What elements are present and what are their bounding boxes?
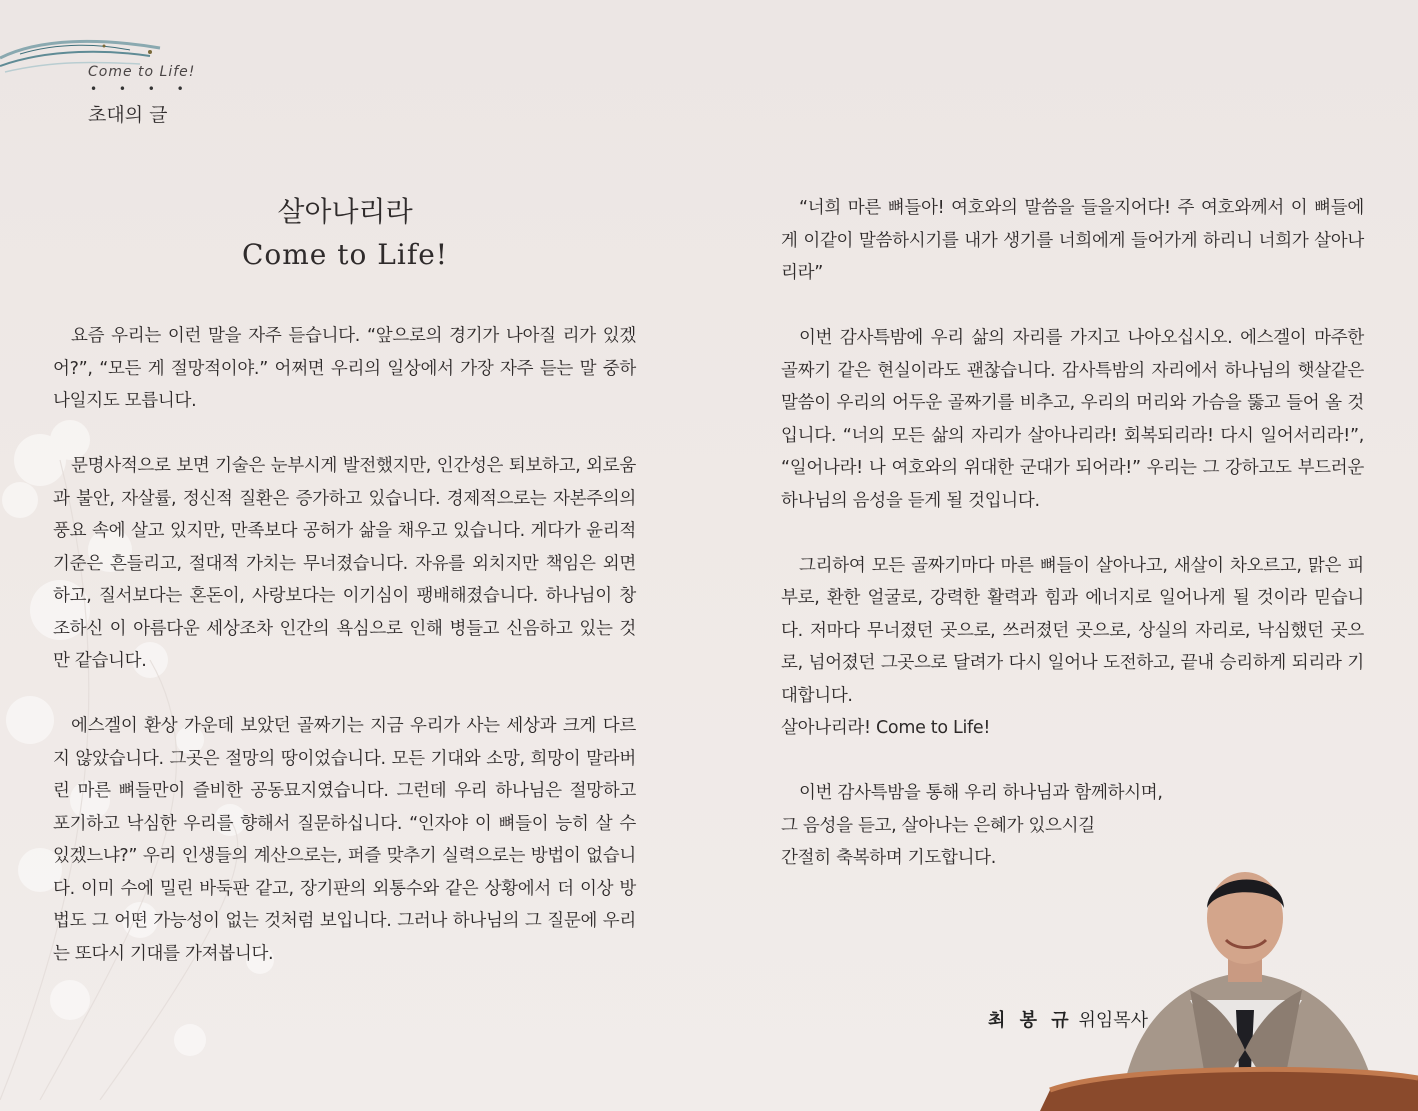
pastor-portrait-image <box>1040 850 1418 1111</box>
closing-line: 이번 감사특밤을 통해 우리 하나님과 함께하시며, <box>799 783 1163 803</box>
title-block <box>150 190 540 271</box>
closing-line: 간절히 축복하며 기도합니다. <box>781 848 997 868</box>
closing-line: 그 음성을 듣고, 살아나는 은혜가 있으시길 <box>781 815 1095 836</box>
paragraph: 문명사적으로 보면 기술은 눈부시게 발전했지만, 인간성은 퇴보하고, 외로움과 불안, 자살률, 정신적 질환은 증가하고 있습니다. 경제적으로는 자본주의의 풍요 속에 살고 있지만, 만족보다 공허가 삶을 채우고 있습니다. 게다가 윤리적 기준은 흔들리고, 절대적 가치는 무너졌습니다. 자유를 외치지만 책임은 외면하고, 질서보다는 혼돈이, 사랑보다는 이기심이 팽배해졌습니다. 하나님이 창조하신 이 아름다운 세상조차 인간의 욕심으로 인해 병들고 신음하고 있는 것만 같습니다. <box>53 456 636 671</box>
paragraph: 그리하여 모든 골짜기마다 마른 뼈들이 살아나고, 새살이 차오르고, 맑은 피부로, 환한 얼굴로, 강력한 활력과 힘과 에너지로 일어나게 될 것이라 믿습니다. 저마다 무너졌던 곳으로, 쓰러졌던 곳으로, 상실의 자리로, 낙심했던 곳으로, 넘어졌던 그곳으로 달려가 다시 일어나 도전하고, 끝내 승리하게 되리라 기대합니다. <box>781 555 1364 706</box>
logo-text: Come to Life! <box>88 64 196 80</box>
scripture-quote: “너희 마른 뼈들아! 여호와의 말씀을 들을지어다! 주 여호와께서 이 뼈들에게 이같이 말씀하시기를 내가 생기를 너희에게 들어가게 하리니 너희가 살아나리라” <box>781 198 1364 283</box>
pastor-title: 위임목사 <box>1078 1010 1148 1031</box>
page-title-english: Come to Life! <box>241 238 449 271</box>
logo-dots: • • • • <box>90 82 193 96</box>
paragraph: 이번 감사특밤에 우리 삶의 자리를 가지고 나아오십시오. 에스겔이 마주한 골짜기 같은 현실이라도 괜찮습니다. 감사특밤의 자리에서 하나님의 햇살같은 말씀이 우리의 어두운 골짜기를 비추고, 우리의 머리와 가슴을 뚫고 들어 올 것입니다. “너의 모든 삶의 자리가 살아나리라! 회복되리라! 다시 일어서리라!”, “일어나라! 나 여호와의 위대한 군대가 되어라!” 우리는 그 강하고도 부드러운 하나님의 음성을 듣게 될 것입니다. <box>781 328 1364 511</box>
pastor-name: 최 봉 규 <box>988 1010 1073 1031</box>
tagline: 살아나리라! Come to Life! <box>781 718 991 738</box>
section-label: 초대의 글 <box>88 104 168 126</box>
page-title-korean: 살아나리라 <box>277 195 413 228</box>
paragraph: 요즘 우리는 이런 말을 자주 듣습니다. “앞으로의 경기가 나아질 리가 있겠어?”, “모든 게 절망적이야.” 어쩌면 우리의 일상에서 가장 자주 듣는 말 중하나일지도 모릅니다. <box>53 326 636 411</box>
paragraph: 에스겔이 환상 가운데 보았던 골짜기는 지금 우리가 사는 세상과 크게 다르지 않았습니다. 그곳은 절망의 땅이었습니다. 모든 기대와 소망, 희망이 말라버린 마른 뼈들만이 즐비한 공동묘지였습니다. 그런데 우리 하나님은 절망하고 포기하고 낙심한 우리를 향해서 질문하십니다. “인자야 이 뼈들이 능히 살 수 있겠느냐?” 우리 인생들의 계산으로는, 퍼즐 맞추기 실력으로는 방법이 없습니다. 이미 수에 밀린 바둑판 같고, 장기판의 외통수와 같은 상황에서 더 이상 방법도 그 어떤 가능성이 없는 것처럼 보입니다. 그러나 하나님의 그 질문에 우리는 또다시 기대를 가져봅니다. <box>53 716 636 964</box>
right-column <box>781 192 1364 875</box>
left-column <box>53 320 636 970</box>
